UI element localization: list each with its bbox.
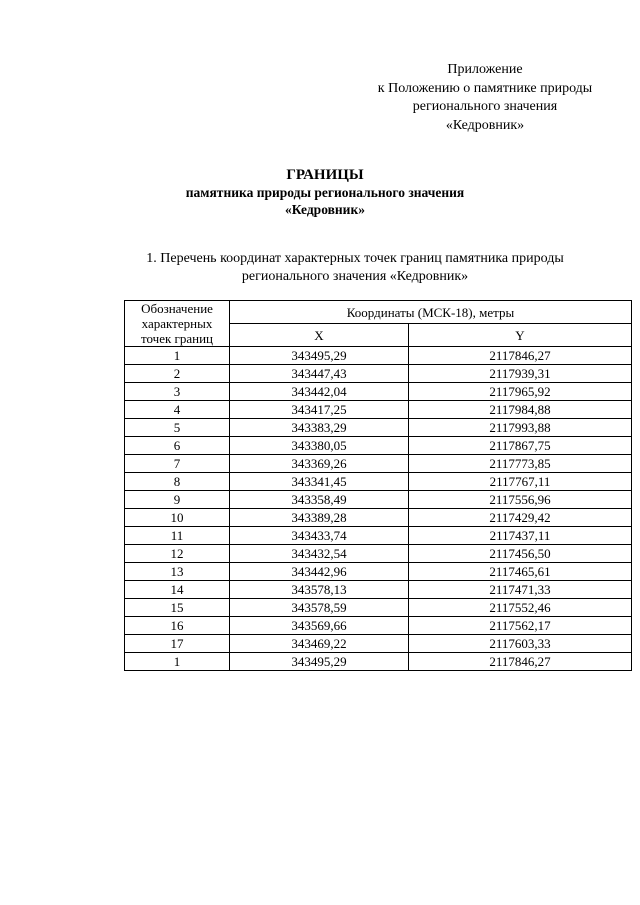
y-coordinate-cell: 2117456,50 — [409, 545, 632, 563]
appendix-line: к Положению о памятнике природы — [377, 80, 593, 96]
document-title — [120, 166, 530, 218]
x-coordinate-cell: 343417,25 — [230, 401, 409, 419]
x-coordinate-cell: 343495,29 — [230, 653, 409, 671]
x-coordinate-cell: 343432,54 — [230, 545, 409, 563]
y-coordinate-cell: 2117552,46 — [409, 599, 632, 617]
table-row — [125, 563, 632, 581]
appendix-line: Приложение — [447, 62, 523, 77]
table-row — [125, 419, 632, 437]
point-cell: 3 — [125, 383, 230, 401]
table-row — [125, 509, 632, 527]
y-coordinate-cell: 2117773,85 — [409, 455, 632, 473]
y-coordinate-cell: 2117846,27 — [409, 653, 632, 671]
header-x: X — [230, 324, 409, 347]
y-coordinate-cell: 2117939,31 — [409, 365, 632, 383]
point-cell: 5 — [125, 419, 230, 437]
point-cell: 8 — [125, 473, 230, 491]
section-heading — [120, 250, 590, 286]
appendix-note — [340, 61, 630, 135]
x-coordinate-cell: 343469,22 — [230, 635, 409, 653]
table-row — [125, 491, 632, 509]
y-coordinate-cell: 2117767,11 — [409, 473, 632, 491]
table-row — [125, 437, 632, 455]
point-cell: 13 — [125, 563, 230, 581]
x-coordinate-cell: 343380,05 — [230, 437, 409, 455]
y-coordinate-cell: 2117429,42 — [409, 509, 632, 527]
x-coordinate-cell: 343433,74 — [230, 527, 409, 545]
y-coordinate-cell: 2117556,96 — [409, 491, 632, 509]
point-cell: 10 — [125, 509, 230, 527]
x-coordinate-cell: 343442,04 — [230, 383, 409, 401]
x-coordinate-cell: 343578,13 — [230, 581, 409, 599]
table-row — [125, 473, 632, 491]
title-main: ГРАНИЦЫ — [286, 167, 364, 183]
table-row — [125, 383, 632, 401]
section-heading-line: регионального значения «Кедровник» — [241, 269, 469, 284]
y-coordinate-cell: 2117562,17 — [409, 617, 632, 635]
x-coordinate-cell: 343569,66 — [230, 617, 409, 635]
coordinates-table — [124, 300, 632, 671]
y-coordinate-cell: 2117867,75 — [409, 437, 632, 455]
section-heading-line: 1. Перечень координат характерных точек границ памятника природы — [146, 251, 564, 266]
y-coordinate-cell: 2117603,33 — [409, 635, 632, 653]
y-coordinate-cell: 2117993,88 — [409, 419, 632, 437]
header-coordinates: Координаты (МСК-18), метры — [230, 301, 632, 324]
appendix-line: «Кедровник» — [445, 117, 525, 133]
point-cell: 16 — [125, 617, 230, 635]
table-row — [125, 545, 632, 563]
table-row — [125, 581, 632, 599]
point-cell: 9 — [125, 491, 230, 509]
table-row — [125, 401, 632, 419]
table-row — [125, 617, 632, 635]
point-cell: 2 — [125, 365, 230, 383]
point-cell: 11 — [125, 527, 230, 545]
header-point-line: точек границ — [140, 331, 214, 346]
x-coordinate-cell: 343383,29 — [230, 419, 409, 437]
y-coordinate-cell: 2117984,88 — [409, 401, 632, 419]
point-cell: 14 — [125, 581, 230, 599]
point-cell: 7 — [125, 455, 230, 473]
point-cell: 4 — [125, 401, 230, 419]
table-row — [125, 599, 632, 617]
header-point — [125, 301, 230, 347]
title-name: «Кедровник» — [285, 202, 365, 217]
x-coordinate-cell: 343369,26 — [230, 455, 409, 473]
y-coordinate-cell: 2117965,92 — [409, 383, 632, 401]
x-coordinate-cell: 343341,45 — [230, 473, 409, 491]
table-row — [125, 653, 632, 671]
x-coordinate-cell: 343358,49 — [230, 491, 409, 509]
x-coordinate-cell: 343442,96 — [230, 563, 409, 581]
x-coordinate-cell: 343447,43 — [230, 365, 409, 383]
appendix-line: регионального значения — [412, 99, 558, 114]
point-cell: 1 — [125, 347, 230, 365]
y-coordinate-cell: 2117465,61 — [409, 563, 632, 581]
header-y: Y — [409, 324, 632, 347]
x-coordinate-cell: 343389,28 — [230, 509, 409, 527]
x-coordinate-cell: 343495,29 — [230, 347, 409, 365]
y-coordinate-cell: 2117471,33 — [409, 581, 632, 599]
y-coordinate-cell: 2117846,27 — [409, 347, 632, 365]
point-cell: 1 — [125, 653, 230, 671]
point-cell: 17 — [125, 635, 230, 653]
point-cell: 6 — [125, 437, 230, 455]
table-header-row — [125, 301, 632, 324]
point-cell: 15 — [125, 599, 230, 617]
header-point-line: характерных — [141, 316, 213, 331]
x-coordinate-cell: 343578,59 — [230, 599, 409, 617]
table-row — [125, 347, 632, 365]
table-row — [125, 635, 632, 653]
point-cell: 12 — [125, 545, 230, 563]
table-body — [125, 347, 632, 671]
header-point-line: Обозначение — [141, 301, 213, 316]
table-row — [125, 527, 632, 545]
table-row — [125, 365, 632, 383]
title-subtitle: памятника природы регионального значения — [185, 185, 465, 200]
table-row — [125, 455, 632, 473]
y-coordinate-cell: 2117437,11 — [409, 527, 632, 545]
